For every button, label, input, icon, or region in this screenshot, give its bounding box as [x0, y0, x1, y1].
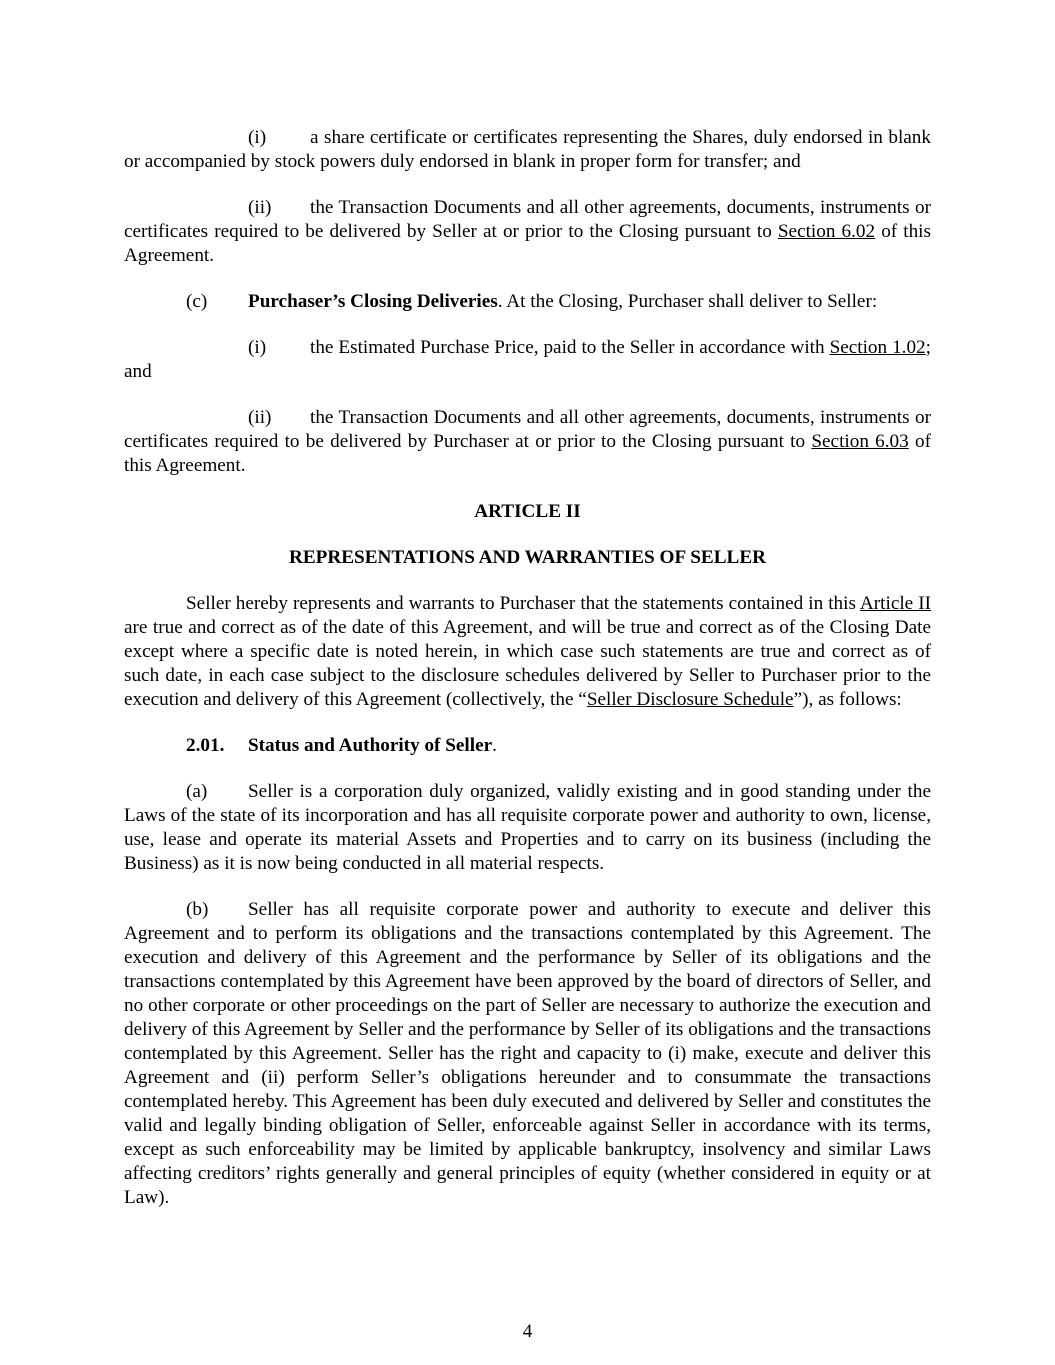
document-body [124, 126, 931, 1232]
section-201-heading [124, 734, 931, 758]
clause-b-ii [124, 196, 931, 268]
defined-term: Seller Disclosure Schedule [586, 689, 794, 710]
clause-text-end: ; and [124, 337, 931, 382]
clause-text: the Transaction Documents and all other agreements, documents, instruments or certificates required to be delivered by Seller at or prior to the Closing pursuant to [124, 197, 931, 242]
section-title: Purchaser’s Closing Deliveries [248, 291, 498, 312]
clause-label: (ii) [248, 197, 272, 218]
article-reference-link[interactable]: Article II [859, 593, 931, 614]
intro-text: Seller hereby represents and warrants to Purchaser that the statements contained in this [186, 593, 860, 614]
clause-b-i [124, 126, 931, 174]
section-reference-link[interactable]: Section 6.03 [811, 431, 909, 452]
section-reference-link[interactable]: Section 6.02 [777, 221, 876, 242]
clause-c-ii [124, 406, 931, 478]
clause-text-end: of this Agreement. [124, 221, 931, 266]
section-c-heading [124, 290, 931, 314]
section-reference-link[interactable]: Section 1.02 [829, 337, 926, 358]
section-number: 2.01. [186, 735, 225, 756]
intro-text-middle: are true and correct as of the date of this Agreement, and will be true and correct as of the Closing Date except where a specific date is noted herein, in which case such statements are true and correct as of such date, in each case subject to the disclosure schedules delivered by Seller to Purchaser prior to the execution and delivery of this Agreement (collectively, the “ [124, 617, 931, 710]
clause-text: a share certificate or certificates representing the Shares, duly endorsed in blank or accompanied by stock powers duly endorsed in blank in proper form for transfer; and [124, 127, 931, 172]
article-title: REPRESENTATIONS AND WARRANTIES OF SELLER [289, 547, 766, 568]
page-number: 4 [522, 1321, 533, 1342]
section-period: . [492, 735, 497, 756]
paragraph-label: (a) [186, 781, 208, 802]
intro-text-end: ”), as follows: [793, 689, 902, 710]
paragraph-text: Seller has all requisite corporate power and authority to execute and deliver this Agreement and to perform its obligations and the transactions contemplated by this Agreement. The execution and delivery of this Agreement and the performance by Seller of its obligations and the transactions contemplated by this Agreement have been approved by the board of directors of Seller, and no other corporate or other proceedings on the part of Seller are necessary to authorize the execution and delivery of this Agreement by Seller and the performance by Seller of its obligations and the transactions contemplated by this Agreement. Seller has the right and capacity to (i) make, execute and deliver this Agreement and (ii) perform Seller’s obligations hereunder and to consummate the transactions contemplated hereby. This Agreement has been duly executed and delivered by Seller and constitutes the valid and legally binding obligation of Seller, enforceable against Seller in accordance with its terms, except as such enforceability may be limited by applicable bankruptcy, insolvency and similar Laws affecting creditors’ rights generally and general principles of equity (whether considered in equity or at Law). [124, 899, 931, 1208]
section-label: (c) [186, 291, 208, 312]
clause-text-end: of this Agreement. [124, 431, 931, 476]
clause-text: the Transaction Documents and all other agreements, documents, instruments or certificates required to be delivered by Purchaser at or prior to the Closing pursuant to [124, 407, 931, 452]
clause-label: (i) [248, 127, 267, 148]
paragraph-b [124, 898, 931, 1210]
section-text: . At the Closing, Purchaser shall deliver to Seller: [497, 291, 878, 312]
clause-c-i [124, 336, 931, 384]
clause-label: (ii) [248, 407, 272, 428]
paragraph-text: Seller is a corporation duly organized, validly existing and in good standing under the Laws of the state of its incorporation and has all requisite corporate power and authority to own, license, use, lease and operate its material Assets and Properties and to carry on its business (including the Business) as it is now being conducted in all material respects. [124, 781, 931, 874]
article-intro [124, 592, 931, 712]
article-number: ARTICLE II [474, 501, 581, 522]
paragraph-label: (b) [186, 899, 209, 920]
section-title: Status and Authority of Seller [248, 735, 493, 756]
paragraph-a [124, 780, 931, 876]
clause-text: the Estimated Purchase Price, paid to the Seller in accordance with [310, 337, 830, 358]
clause-label: (i) [248, 337, 267, 358]
